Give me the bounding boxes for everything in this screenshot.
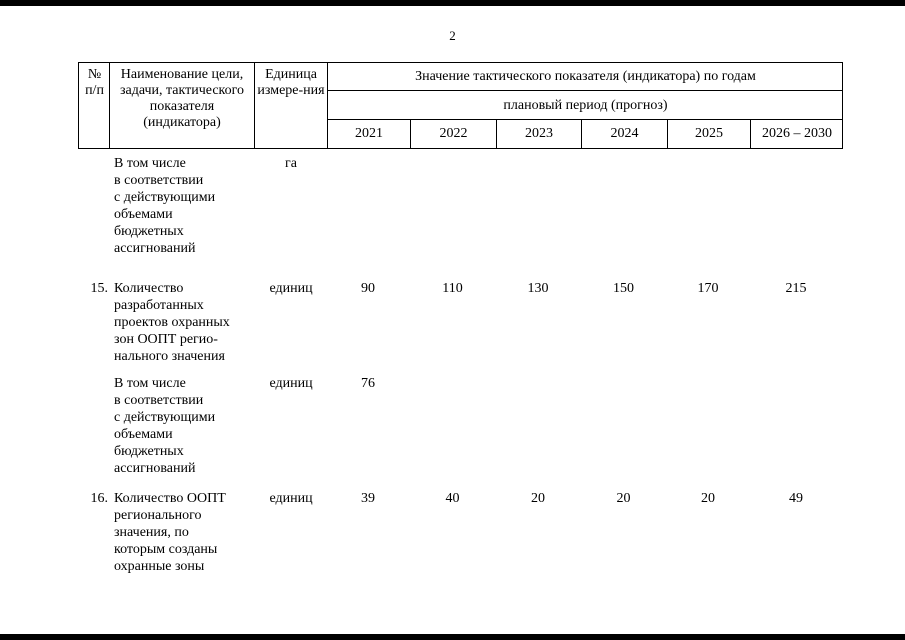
row-name-line: ассигнований (114, 241, 196, 256)
row-divider (327, 90, 842, 91)
row-name-line: объемами (114, 427, 173, 442)
row-value: 150 (613, 281, 634, 296)
row-name (114, 155, 254, 257)
row-value: 130 (527, 281, 549, 296)
row-value: 39 (361, 491, 375, 506)
year-2022: 2022 (439, 126, 468, 141)
year-2024: 2024 (610, 126, 639, 141)
row-name-line: бюджетных (114, 444, 184, 459)
header-unit: Единица измере-ния (257, 67, 325, 98)
row-unit: единиц (269, 281, 313, 296)
row-value: 49 (789, 491, 803, 506)
row-unit: единиц (269, 491, 313, 506)
row-name-line: объемами (114, 207, 173, 222)
row-unit: единиц (269, 376, 313, 391)
row-name-line: нального значения (114, 349, 225, 364)
row-value: 170 (697, 281, 719, 296)
year-2023: 2023 (525, 126, 553, 141)
row-name (114, 375, 254, 477)
row-name (114, 280, 254, 365)
row-name-line: в соответствии (114, 393, 204, 408)
row-value: 90 (361, 281, 375, 296)
row-name-line: в соответствии (114, 173, 204, 188)
table-header (78, 62, 843, 149)
row-name-line: проектов охранных (114, 315, 230, 330)
row-name-line: ассигнований (114, 461, 196, 476)
row-value: 110 (442, 281, 463, 296)
row-unit: га (285, 156, 297, 171)
row-divider (327, 119, 842, 120)
top-border (0, 0, 905, 6)
row-name-line: значения, по (114, 525, 189, 540)
row-name-line: Количество ООПТ (114, 491, 226, 506)
row-name-line: В том числе (114, 156, 186, 171)
row-name-line: Количество (114, 281, 184, 296)
header-period: плановый период (прогноз) (503, 98, 668, 113)
header-num: № п/п (85, 67, 104, 98)
row-value: 20 (701, 491, 715, 506)
row-name-line: регионального (114, 508, 202, 523)
col-divider (109, 63, 110, 148)
row-value: 20 (616, 491, 631, 506)
row-name-line: бюджетных (114, 224, 184, 239)
row-name-line: с действующими (114, 190, 216, 205)
row-name-line: разработанных (114, 298, 204, 313)
row-name (114, 490, 254, 575)
row-value: 76 (361, 376, 375, 391)
header-values: Значение тактического показателя (индикатора) по годам (415, 69, 756, 84)
year-2025: 2025 (695, 126, 723, 141)
bottom-border (0, 634, 905, 640)
row-number: 16. (90, 491, 108, 506)
row-value: 215 (785, 281, 807, 296)
row-value: 40 (445, 491, 460, 506)
row-name-line: В том числе (114, 376, 186, 391)
row-name-line: с действующими (114, 410, 216, 425)
year-2026-2030: 2026 – 2030 (762, 126, 832, 141)
year-2021: 2021 (355, 126, 383, 141)
header-name: Наименование цели, задачи, тактического показателя (индикатора) (119, 67, 245, 130)
row-name-line: которым созданы (114, 542, 218, 557)
row-number: 15. (90, 281, 108, 296)
row-value: 20 (531, 491, 545, 506)
page-number: 2 (449, 28, 456, 43)
row-name-line: охранные зоны (114, 559, 205, 574)
row-name-line: зон ООПТ регио- (114, 332, 218, 347)
